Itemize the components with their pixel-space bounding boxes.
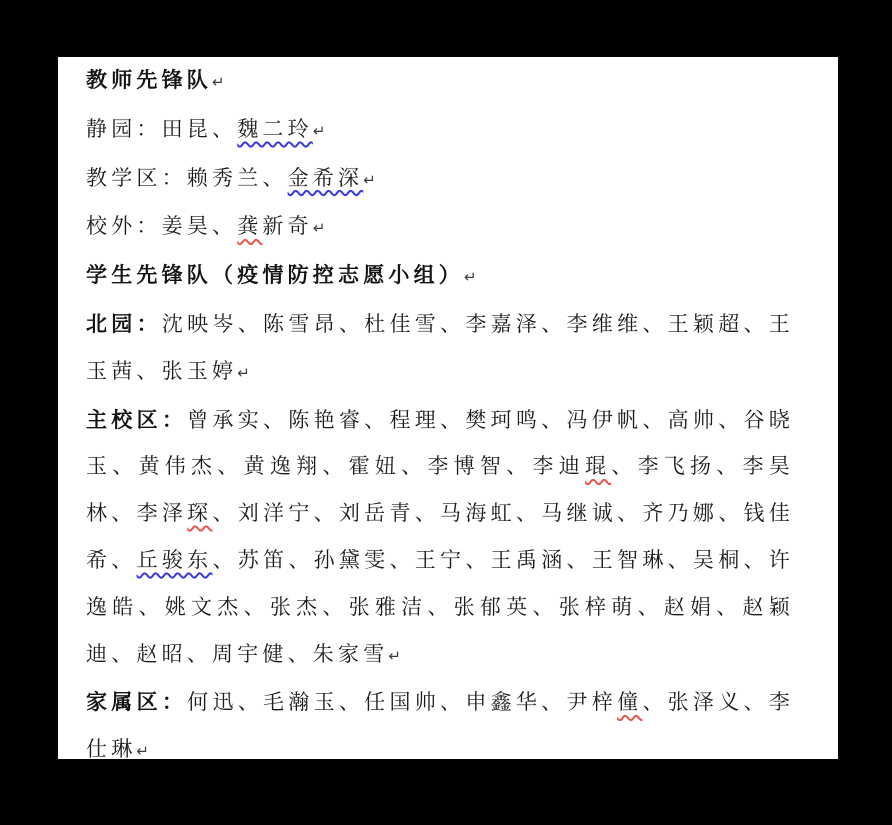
spellcheck-blue-underline: 魏二玲 <box>237 116 313 141</box>
line-family-area <box>86 679 794 759</box>
text-segment: 教学区：赖秀兰、 <box>86 165 288 190</box>
line-off-campus <box>86 203 794 252</box>
spellcheck-red-underline: 琛 <box>187 501 213 526</box>
text-segment: 、刘洋宁、刘岳青、马海虹、马继诚、齐乃娜、钱佳希、 <box>86 501 794 572</box>
bold-label: 学生先锋队（疫情防控志愿小组） <box>86 263 464 288</box>
spellcheck-red-underline: 僮 <box>617 690 643 715</box>
document-page <box>58 57 838 759</box>
bold-label: 主校区： <box>86 407 188 432</box>
paragraph-mark-icon: ↵ <box>464 268 477 287</box>
line-main-campus <box>86 397 794 680</box>
spellcheck-blue-underline: 金希深 <box>287 165 364 190</box>
paragraph-mark-icon: ↵ <box>363 170 376 189</box>
text-segment: 、苏笛、孙黛雯、王宁、王禹涵、王智琳、吴桐、许逸皓、姚文杰、张杰、张雅洁、张郁英、张梓萌、赵娟、赵颖迪、赵昭、周宇健、朱家雪 <box>86 547 794 666</box>
bold-label: 北园： <box>86 311 162 336</box>
paragraph-mark-icon: ↵ <box>388 646 401 665</box>
text-segment: 校外：姜昊、 <box>86 214 238 239</box>
paragraph-mark-icon: ↵ <box>136 742 149 759</box>
heading-teacher-team <box>86 57 794 106</box>
spellcheck-red-underline: 琨 <box>584 454 612 479</box>
text-segment: 、李飞扬、李昊林、李泽 <box>86 454 794 526</box>
paragraph-mark-icon: ↵ <box>237 363 250 382</box>
line-jingyuan <box>86 106 794 155</box>
text-segment: 、张泽义、李仕琳 <box>86 690 794 759</box>
line-north-campus <box>86 301 794 397</box>
text-segment: 曾承实、陈艳睿、程理、樊珂鸣、冯伊帆、高帅、谷晓玉、黄伟杰、黄逸翔、霍妞、李博智、李迪 <box>86 407 794 479</box>
paragraph-mark-icon: ↵ <box>312 121 326 140</box>
document-body <box>58 57 838 759</box>
text-segment: 何迅、毛瀚玉、任国帅、申鑫华、尹梓 <box>187 690 618 715</box>
paragraph-mark-icon: ↵ <box>312 219 326 238</box>
bold-label: 教师先锋队 <box>86 68 212 92</box>
spellcheck-blue-underline: 丘骏东 <box>136 547 213 572</box>
heading-student-team <box>86 252 794 301</box>
line-teaching-area <box>86 155 794 204</box>
spellcheck-red-underline: 龚 <box>237 214 263 239</box>
paragraph-mark-icon: ↵ <box>212 73 225 91</box>
text-segment: 新奇 <box>262 214 313 239</box>
text-segment: 沈映岑、陈雪昂、杜佳雪、李嘉泽、李维维、王颖超、王玉茜、张玉婷 <box>86 311 794 383</box>
bold-label: 家属区： <box>86 690 188 715</box>
text-segment: 静园：田昆、 <box>86 116 238 141</box>
